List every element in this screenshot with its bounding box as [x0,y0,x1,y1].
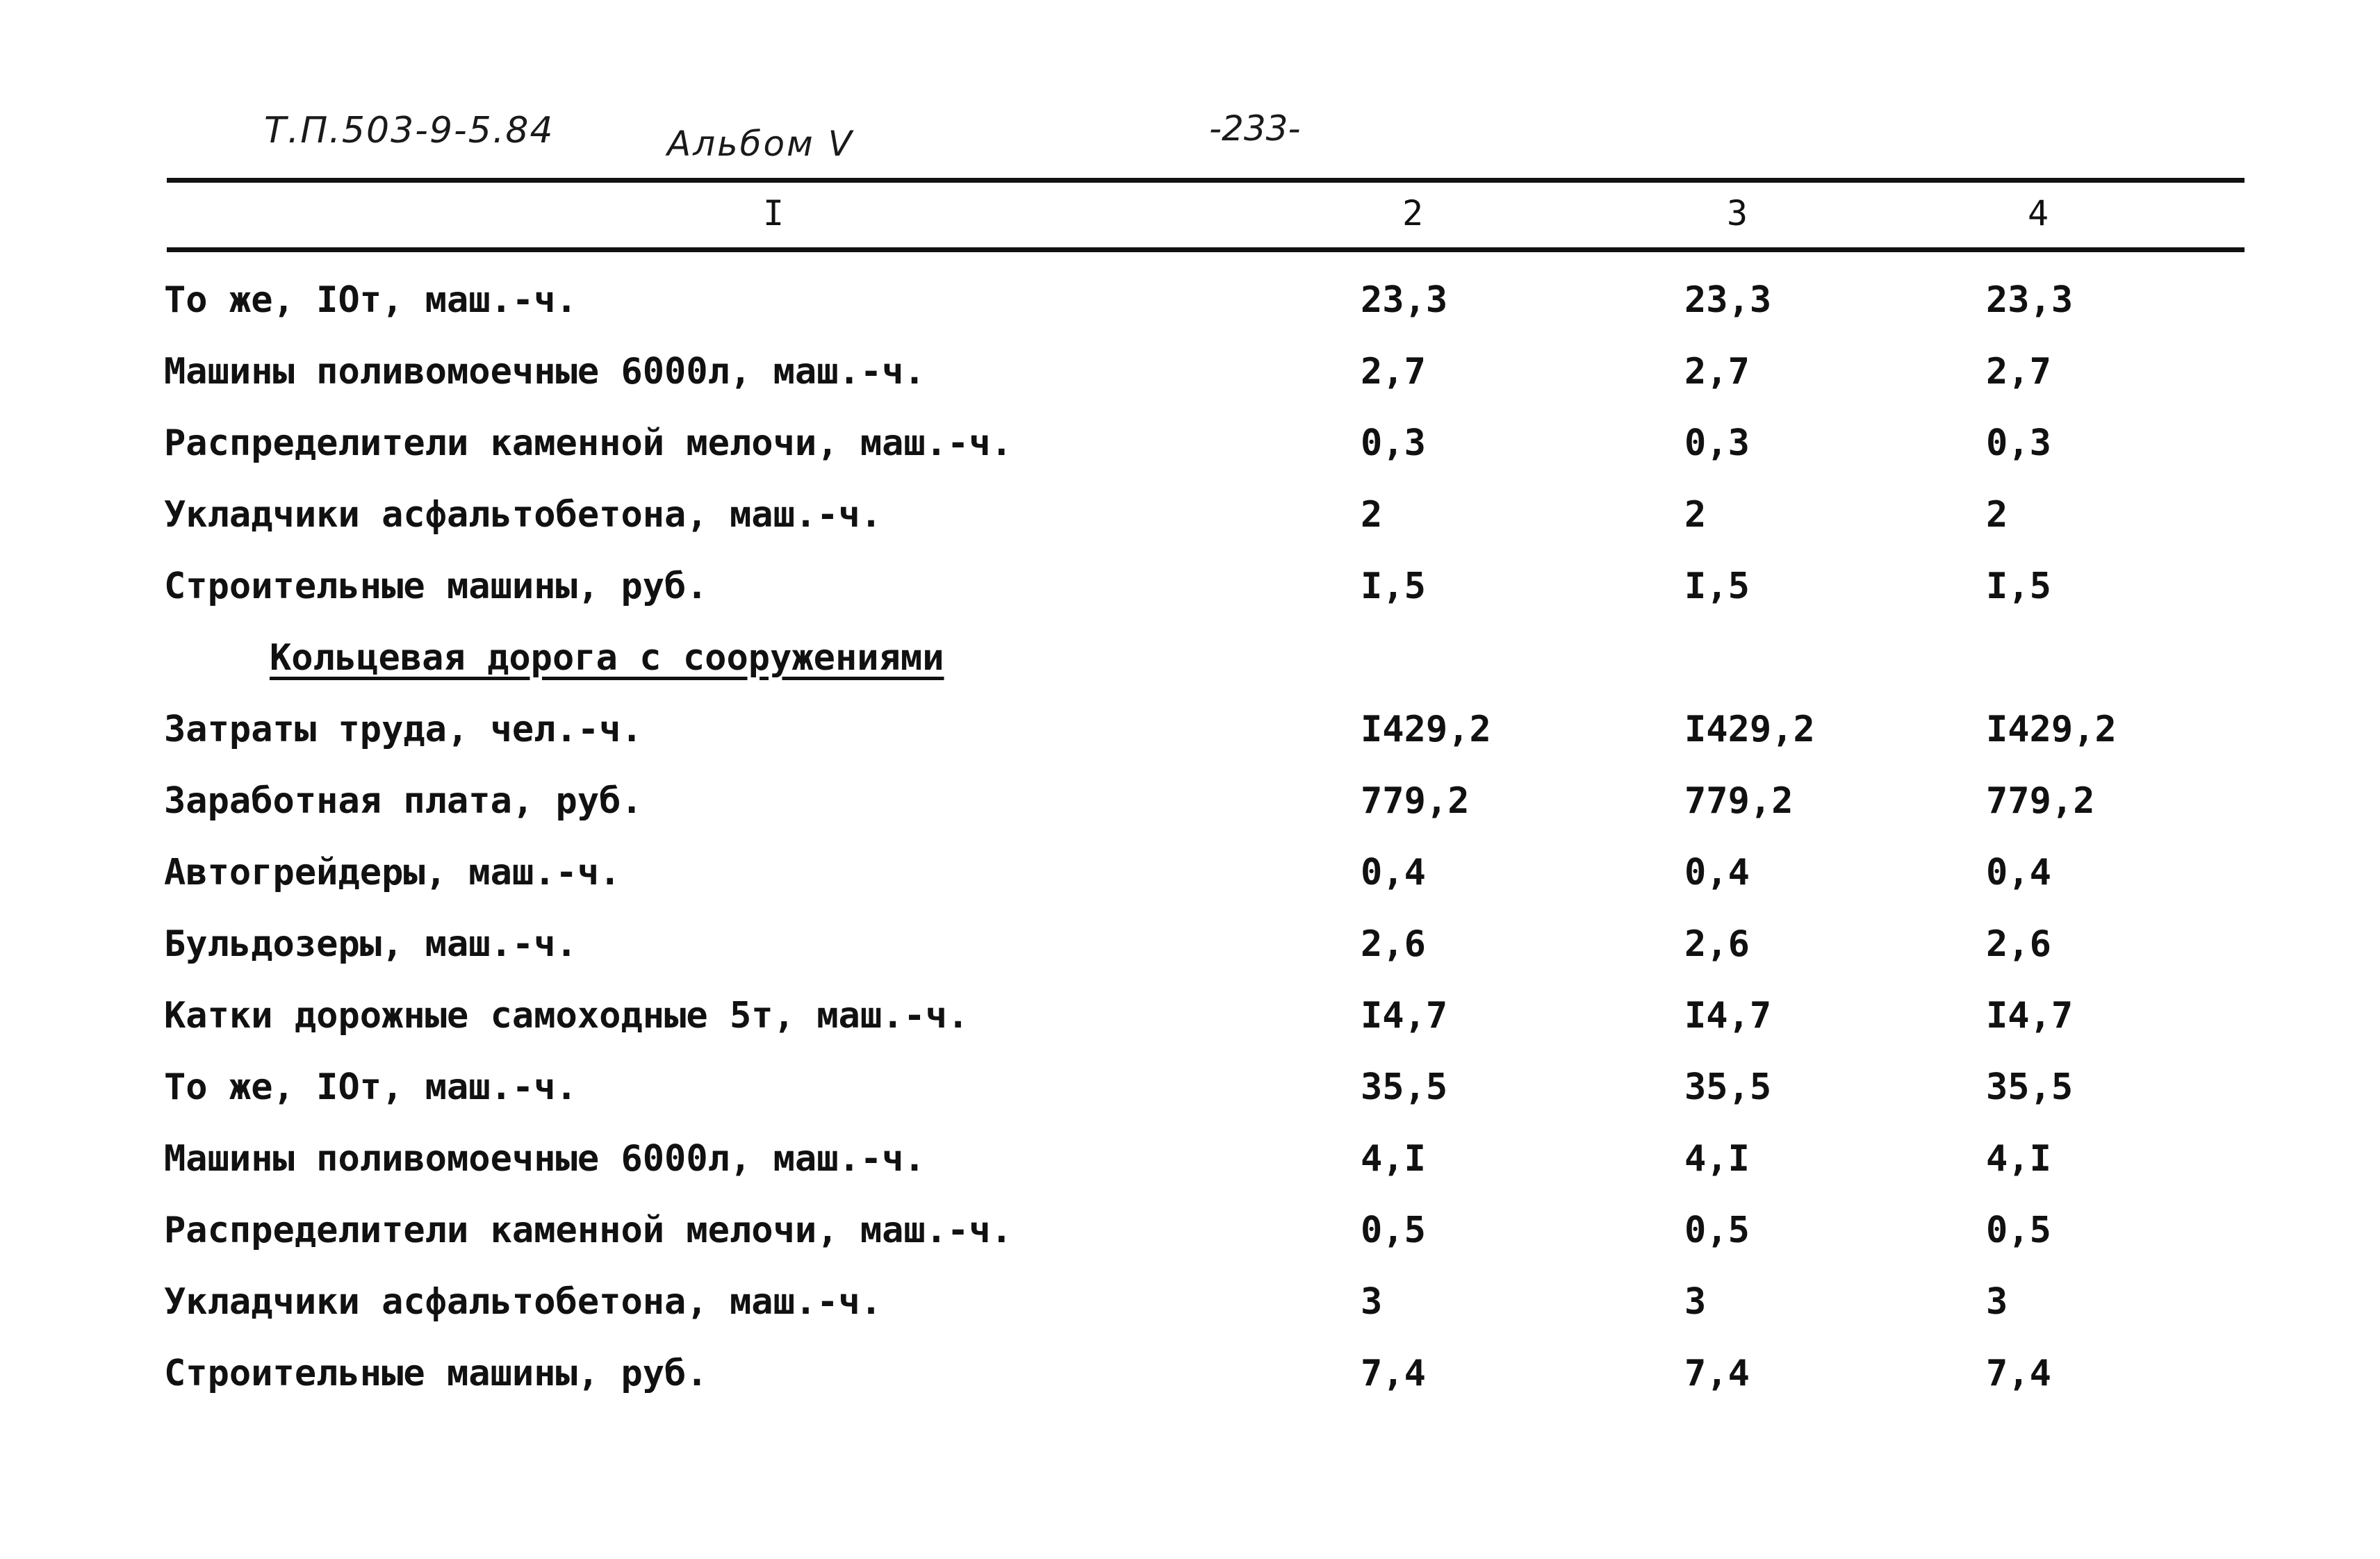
value-col-2: I429,2 [1361,709,1491,750]
row-label: То же, IOт, маш.-ч. [164,279,577,321]
value-col-4: 4,I [1986,1138,2051,1180]
value-col-2: 0,5 [1361,1210,1426,1251]
value-col-3: 2 [1684,494,1707,536]
value-col-2: I,5 [1361,566,1426,607]
row-label: То же, IOт, маш.-ч. [164,1066,577,1108]
value-col-2: I4,7 [1361,995,1448,1037]
album-label: Альбом V [667,124,854,164]
value-col-4: 2 [1986,494,2008,536]
value-col-4: 0,4 [1986,852,2051,893]
value-col-4: 35,5 [1986,1066,2074,1108]
value-col-3: 2,7 [1684,351,1750,393]
table-row [160,1346,2244,1417]
row-label: Укладчики асфальтобетона, маш.-ч. [164,494,883,536]
value-col-3: I4,7 [1684,995,1772,1037]
table-row [160,702,2244,773]
value-col-2: 3 [1361,1281,1383,1323]
value-col-3: 2,6 [1684,923,1750,965]
value-col-3: 35,5 [1684,1066,1772,1108]
value-col-3: 4,I [1684,1138,1750,1180]
table-row [160,559,2244,630]
column-header-2: 2 [1402,193,1424,233]
table-row [160,344,2244,415]
value-col-3: I,5 [1684,566,1750,607]
value-col-4: 2,6 [1986,923,2051,965]
table-row [160,1131,2244,1203]
row-label: Машины поливомоечные 6000л, маш.-ч. [164,1138,926,1180]
value-col-2: 2 [1361,494,1383,536]
value-col-4: 0,5 [1986,1210,2051,1251]
value-col-4: I4,7 [1986,995,2074,1037]
value-col-4: 2,7 [1986,351,2051,393]
table-row [160,487,2244,559]
row-label: Затраты труда, чел.-ч. [164,709,643,750]
value-col-2: 0,3 [1361,422,1426,464]
document-code: Т.П.503-9-5.84 [264,110,555,151]
table-header-rule [167,247,2244,252]
table-top-rule [167,178,2244,183]
row-label: Распределители каменной мелочи, маш.-ч. [164,1210,1012,1251]
value-col-3: 0,3 [1684,422,1750,464]
value-col-4: 779,2 [1986,780,2095,822]
page-number: -233- [1209,108,1301,149]
value-col-2: 7,4 [1361,1353,1426,1394]
row-label: Заработная плата, руб. [164,780,643,822]
table-row [160,1203,2244,1274]
table-row [160,1274,2244,1346]
value-col-2: 4,I [1361,1138,1426,1180]
value-col-3: 3 [1684,1281,1707,1323]
value-col-3: 7,4 [1684,1353,1750,1394]
table-row [160,845,2244,916]
row-label: Распределители каменной мелочи, маш.-ч. [164,422,1012,464]
value-col-3: 779,2 [1684,780,1794,822]
value-col-4: 7,4 [1986,1353,2051,1394]
value-col-4: 23,3 [1986,279,2074,321]
column-header-1: I [763,193,785,233]
table-body [160,272,2244,1417]
value-col-2: 779,2 [1361,780,1470,822]
row-label: Катки дорожные самоходные 5т, маш.-ч. [164,995,969,1037]
section-heading: Кольцевая дорога с сооружениями [270,637,944,679]
value-col-3: 0,4 [1684,852,1750,893]
row-label: Бульдозеры, маш.-ч. [164,923,577,965]
value-col-2: 23,3 [1361,279,1448,321]
value-col-3: I429,2 [1684,709,1815,750]
row-label: Строительные машины, руб. [164,566,708,607]
row-label: Автогрейдеры, маш.-ч. [164,852,621,893]
table-row [160,916,2244,988]
value-col-3: 0,5 [1684,1210,1750,1251]
table-row [160,773,2244,845]
row-label: Строительные машины, руб. [164,1353,708,1394]
value-col-4: 0,3 [1986,422,2051,464]
table-row [160,1059,2244,1131]
row-label: Машины поливомоечные 6000л, маш.-ч. [164,351,926,393]
value-col-2: 2,6 [1361,923,1426,965]
value-col-4: I,5 [1986,566,2051,607]
value-col-2: 0,4 [1361,852,1426,893]
value-col-4: 3 [1986,1281,2008,1323]
column-header-3: 3 [1727,193,1748,233]
table-row [160,415,2244,487]
column-header-4: 4 [2028,193,2049,233]
row-label: Укладчики асфальтобетона, маш.-ч. [164,1281,883,1323]
value-col-3: 23,3 [1684,279,1772,321]
value-col-4: I429,2 [1986,709,2117,750]
value-col-2: 35,5 [1361,1066,1448,1108]
section-heading-row [160,630,2244,702]
table-row [160,272,2244,344]
value-col-2: 2,7 [1361,351,1426,393]
table-row [160,988,2244,1059]
